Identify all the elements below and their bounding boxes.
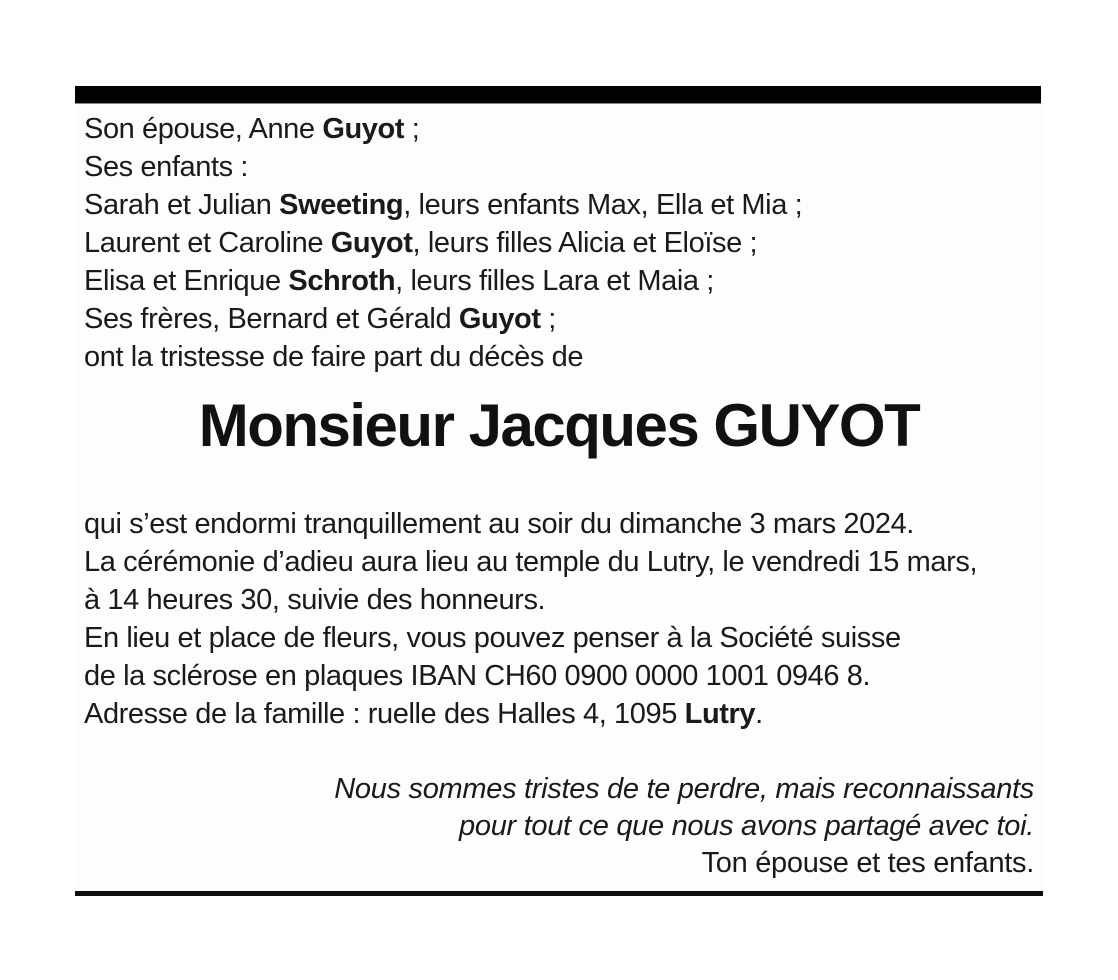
text-segment: Guyot (330, 227, 413, 259)
text-line (84, 695, 1034, 733)
text-line (84, 543, 1034, 581)
text-line (84, 148, 1034, 186)
text-segment: , leurs enfants Max, Ella et Mia ; (403, 189, 803, 221)
text-segment: à 14 heures 30, suivie des honneurs. (84, 584, 546, 616)
text-segment: La cérémonie d’adieu aura lieu au temple du Lutry, le vendredi 15 mars, (84, 546, 978, 578)
text-segment: qui s’est endormi tranquillement au soir du dimanche 3 mars 2024. (84, 508, 914, 540)
text-segment: . (755, 698, 763, 730)
text-line: pour tout ce que nous avons partagé avec toi. (459, 810, 1034, 842)
text-segment: Son épouse, Anne (84, 113, 323, 145)
death-notice-card (75, 86, 1043, 896)
deceased-name-title: Monsieur Jacques GUYOT (198, 392, 920, 459)
text-line (84, 505, 1034, 543)
text-segment: Ses enfants : (84, 151, 249, 183)
service-details (84, 505, 1034, 733)
text-segment: de la sclérose en plaques IBAN CH60 0900 0000 1001 0946 8. (84, 660, 871, 692)
text-segment: , leurs filles Lara et Maia ; (395, 265, 714, 297)
text-line (84, 110, 1034, 148)
text-line (84, 224, 1034, 262)
text-segment: Guyot (458, 303, 541, 335)
family-announcement (84, 110, 1034, 376)
text-segment: Sweeting (279, 189, 404, 221)
text-segment: Elisa et Enrique (84, 265, 289, 297)
text-segment: Adresse de la famille : ruelle des Halles 4, 1095 (84, 698, 685, 730)
text-line (84, 262, 1034, 300)
text-segment: Sarah et Julian (84, 189, 280, 221)
text-line (84, 619, 1034, 657)
text-line: Nous sommes tristes de te perdre, mais reconnaissants (334, 773, 1034, 805)
text-segment: , leurs filles Alicia et Eloïse ; (412, 227, 758, 259)
text-segment: Ses frères, Bernard et Gérald (84, 303, 459, 335)
text-line: Ton épouse et tes enfants. (701, 847, 1034, 879)
text-segment: En lieu et place de fleurs, vous pouvez penser à la Société suisse (84, 622, 901, 654)
text-line (84, 186, 1034, 224)
text-segment: Lutry (684, 698, 756, 730)
text-line (84, 657, 1034, 695)
text-segment: Guyot (322, 113, 405, 145)
text-segment: ont la tristesse de faire part du décès de (84, 341, 584, 373)
bottom-divider-line (75, 891, 1043, 896)
text-line (84, 300, 1034, 338)
text-segment: ; (404, 113, 420, 145)
text-segment: Laurent et Caroline (84, 227, 331, 259)
closing-message (84, 771, 1034, 882)
text-line (84, 581, 1034, 619)
text-line (84, 338, 1034, 376)
text-segment: Schroth (288, 265, 396, 297)
text-segment: ; (540, 303, 556, 335)
top-divider-bar (75, 86, 1041, 104)
